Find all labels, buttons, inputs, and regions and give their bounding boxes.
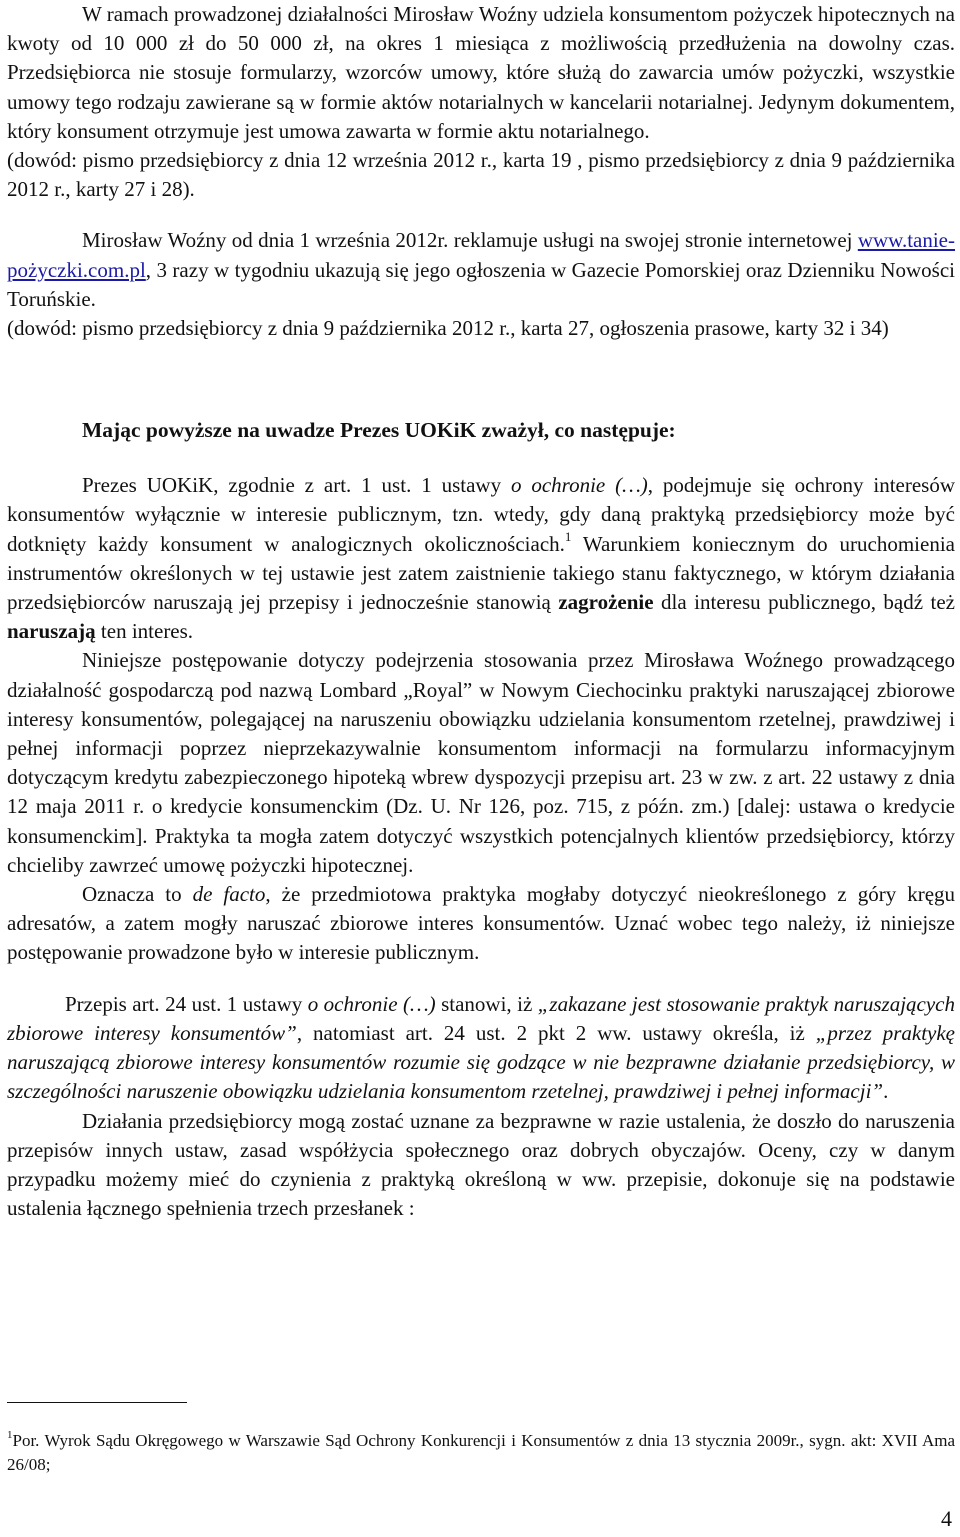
document-page bbox=[7, 0, 956, 1531]
paragraph-article-24 bbox=[7, 990, 955, 1107]
advertising-text-after: , 3 razy w tygodniu ukazują się jego ogłoszenia w Gazecie Pomorskiej oraz Dzienniku Nowości Toruńskie. bbox=[7, 257, 955, 311]
footnote-divider bbox=[7, 1402, 187, 1403]
article-24-italic-3: „przez praktykę naruszającą zbiorowe interesy konsumentów rozumie się godzące w nie bezprawne działanie przedsiębiorcy, w szczególności naruszenie obowiązku udzielania konsumentom rzetelnej, prawdziwej i pełnej informacji” bbox=[7, 1020, 955, 1104]
public-interest-text-a: Prezes UOKiK, zgodnie z art. 1 ust. 1 ustawy bbox=[82, 473, 511, 498]
article-24-text-a: Przepis art. 24 ust. 1 ustawy bbox=[65, 991, 308, 1016]
website-link[interactable]: www.tanie-pożyczki.com.pl bbox=[7, 228, 955, 282]
footnote-mark: 1 bbox=[7, 1429, 13, 1442]
paragraph-evidence-1: (dowód: pismo przedsiębiorcy z dnia 12 września 2012 r., karta 19 , pismo przedsiębiorcy z dnia 9 października 2012 r., karty 27 i 28). bbox=[7, 148, 955, 202]
paragraph-evidence-2: (dowód: pismo przedsiębiorcy z dnia 9 października 2012 r., karta 27, ogłoszenia prasowe, karty 32 i 34) bbox=[7, 316, 889, 341]
article-24-italic-1: o ochronie (…) bbox=[307, 991, 436, 1016]
paragraph-public-interest bbox=[7, 471, 955, 646]
footnote-text: Por. Wyrok Sądu Okręgowego w Warszawie Sąd Ochrony Konkurencji i Konsumentów z dnia 13 stycznia 2009r., sygn. akt: XVII Ama 26/08; bbox=[7, 1431, 955, 1474]
de-facto-text-a: Oznacza to bbox=[82, 882, 193, 907]
public-interest-text-d: dla interesu publicznego, bądź też bbox=[653, 590, 955, 615]
public-interest-text-e: ten interes. bbox=[95, 619, 194, 644]
advertising-text-before: Mirosław Woźny od dnia 1 września 2012r. reklamuje usługi na swojej stronie internetowej bbox=[82, 228, 858, 253]
footnote bbox=[7, 1429, 955, 1477]
footnote-reference[interactable]: 1 bbox=[564, 528, 572, 544]
paragraph-de-facto bbox=[7, 880, 955, 968]
paragraph-proceedings: Niniejsze postępowanie dotyczy podejrzenia stosowania przez Mirosława Woźnego prowadzącego działalność gospodarczą pod nazwą Lombard „Royal” w Nowym Ciechocinku praktyki naruszającej zbiorowe interesy konsumentów, polegającej na naruszeniu obowiązku udzielania konsumentom rzetelnej, prawdziwej i pełnej informacji poprzez nieprzekazywalnie konsumentom informacji na formularzu informacyjnym dotyczącym kredytu zabezpieczonego hipoteką wbrew dyspozycji przepisu art. 23 w zw. z art. 22 ustawy z dnia 12 maja 2011 r. o kredycie konsumenckim (Dz. U. Nr 126, poz. 715, z późn. zm.) [dalej: ustawa o kredycie konsumenckim]. Praktyka ta mogła zatem dotyczyć wszystkich potencjalnych klientów przedsiębiorcy, którzy chcieliby zawrzeć umowę pożyczki hipotecznej. bbox=[7, 648, 955, 877]
article-24-text-b: stanowi, iż bbox=[435, 991, 538, 1016]
emphasis-violate: naruszają bbox=[7, 619, 96, 644]
article-24-text-c: , natomiast art. 24 ust. 2 pkt 2 ww. ustawy określa, iż bbox=[296, 1020, 816, 1045]
act-title-italic: o ochronie (…) bbox=[510, 473, 648, 498]
paragraph-advertising bbox=[7, 226, 955, 314]
public-interest-text-c: Warunkiem koniecznym do uruchomienia instrumentów określonych w tej ustawie jest zatem zaistnienie takiego stanu faktycznego, w którym działania przedsiębiorców naruszają jej przepisy i jednocześnie stanowią bbox=[7, 531, 955, 615]
public-interest-text-b: , podejmuje się ochrony interesów konsumentów wyłącznie w interesie publicznym, tzn. wtedy, gdy daną praktyką przedsiębiorcy może być dotknięty każdy konsument w analogicznych okolicznościach. bbox=[7, 473, 956, 556]
paragraph-loan-activity: W ramach prowadzonej działalności Mirosław Woźny udziela konsumentom pożyczek hipotecznych na kwoty od 10 000 zł do 50 000 zł, na okres 1 miesiąca z możliwością przedłużenia na dowolny czas. Przedsiębiorca nie stosuje formularzy, wzorców umowy, które służą do zawarcia umów pożyczki, wszystkie umowy tego rodzaju zawierane są w formie aktów notarialnych w kancelarii notarialnej. Jedynym dokumentem, który konsument otrzymuje jest umowa zawarta w formie aktu notarialnego. bbox=[7, 2, 955, 143]
emphasis-threat: zagrożenie bbox=[558, 590, 654, 615]
de-facto-italic: de facto bbox=[192, 882, 266, 907]
article-24-text-d: . bbox=[883, 1079, 889, 1104]
de-facto-text-b: , że przedmiotowa praktyka mogłaby dotyczyć nieokreślonego z góry kręgu adresatów, a zatem mogły naruszać zbiorowe interes konsumentów. Uznać wobec tego należy, iż niniejsze postępowanie prowadzone było w interesie publicznym. bbox=[7, 882, 956, 965]
article-24-italic-2: „zakazane jest stosowanie praktyk naruszających zbiorowe interesy konsumentów” bbox=[7, 991, 955, 1045]
page-number: 4 bbox=[941, 1506, 952, 1531]
section-heading: Mając powyższe na uwadze Prezes UOKiK zważył, co następuje: bbox=[82, 418, 676, 443]
paragraph-unlawful: Działania przedsiębiorcy mogą zostać uznane za bezprawne w razie ustalenia, że doszło do naruszenia przepisów innych ustaw, zasad współżycia społecznego oraz dobrych obyczajów. Oceny, czy w danym przypadku możemy mieć do czynienia z praktyką określoną w ww. przepisie, dokonuje się na podstawie ustalenia łącznego spełnienia trzech przesłanek : bbox=[7, 1108, 955, 1221]
